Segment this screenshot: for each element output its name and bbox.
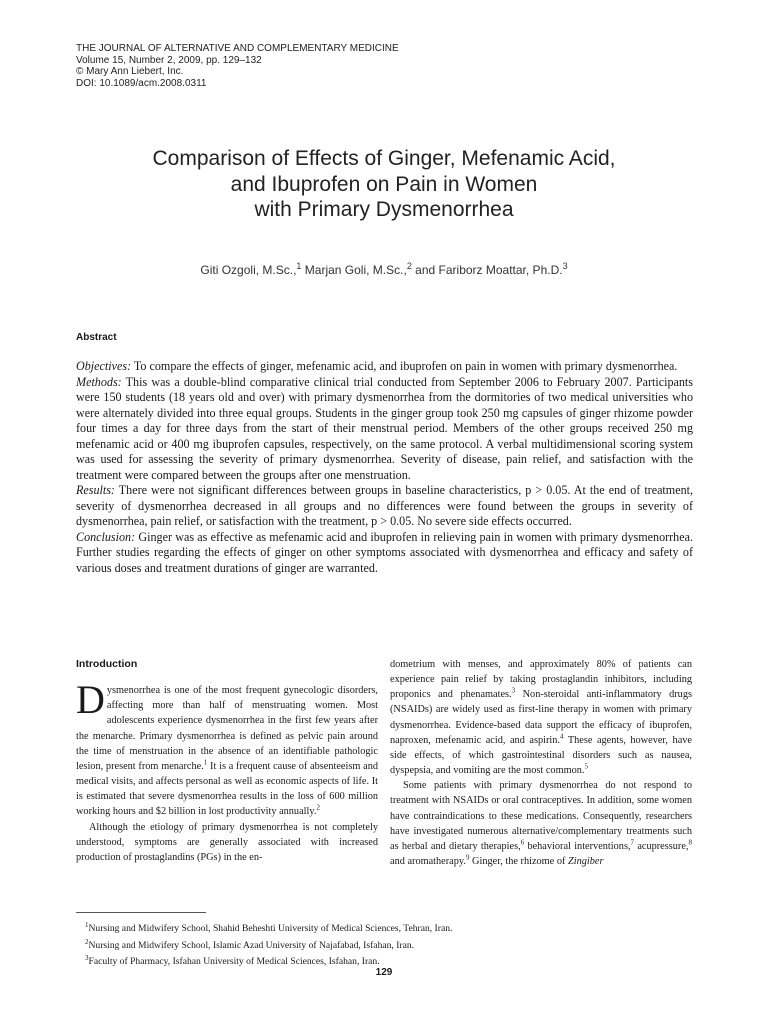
- reference-mark: 2: [316, 803, 320, 812]
- intro-text: acupressure,: [634, 840, 689, 852]
- footnote-mark: 2: [85, 937, 89, 946]
- title-line: Comparison of Effects of Ginger, Mefenamic Acid,: [152, 147, 616, 170]
- reference-mark: 5: [584, 762, 588, 771]
- objectives-text: To compare the effects of ginger, mefenamic acid, and ibuprofen on pain in women with primary dysmenorrhea.: [133, 359, 678, 373]
- abstract-body: [76, 359, 693, 576]
- author-name: and Fariborz Moattar, Ph.D.: [415, 263, 563, 277]
- author-list: [60, 261, 708, 277]
- journal-name: THE JOURNAL OF ALTERNATIVE AND COMPLEMENTARY MEDICINE: [76, 43, 399, 54]
- footnote-text: Nursing and Midwifery School, Islamic Azad University of Najafabad, Isfahan, Iran.: [88, 939, 415, 951]
- intro-paragraph-2-start: Although the etiology of primary dysmenorrhea is not completely understood, symptoms are generally associated with increased production of prostaglandins (PGs) in the en-: [76, 821, 378, 863]
- intro-text: Ginger, the rhizome of: [469, 856, 568, 868]
- body-column-right: [390, 657, 692, 869]
- methods-label: Methods:: [76, 374, 122, 389]
- reference-mark: 6: [520, 838, 525, 847]
- intro-text: These agents, however, have side effects, of which gastrointestinal disorders such as nausea, dyspepsia, and vomiting are the most common.: [390, 734, 692, 777]
- intro-text: Some patients with primary dysmenorrhea do not respond to treatment with NSAIDs or oral contraceptives. In addition, some women have contraindications to these medications. Consequently, researchers have investigated numerous alternative/complementary treatments such as herbal and dietary therapies,: [390, 780, 692, 852]
- drop-cap: D: [76, 677, 105, 723]
- footnote-mark: 3: [85, 954, 89, 963]
- results-label: Results:: [76, 483, 115, 497]
- page-number: 129: [375, 967, 393, 978]
- title-line: and Ibuprofen on Pain in Women: [230, 172, 538, 196]
- conclusion-text: Ginger was as effective as mefenamic acid and ibuprofen in relieving pain in women with primary dysmenorrhea. Further studies regarding the effects of ginger on other symptoms associated with dysmenorrhea and efficacy and safety of various doses and treatment durations of ginger are warranted.: [76, 529, 693, 575]
- intro-text: ysmenorrhea is one of the most frequent gynecologic disorders, affecting more than half of menstruating women. Most adolescents experience dysmenorrhea in the first few years after the menarche. Primary dysmenorrhea is defined as pelvic pain around the time of menstruation in the absence of an identifiable pathologic lesion, present from menarche.: [76, 685, 378, 772]
- body-column-left: [76, 657, 378, 865]
- title-line: with Primary Dysmenorrhea: [254, 198, 514, 221]
- objectives-label: Objectives:: [76, 359, 132, 373]
- journal-volume: Volume 15, Number 2, 2009, pp. 129–132: [76, 54, 262, 66]
- intro-paragraph-1: [76, 677, 378, 819]
- results-text: There were not significant differences between groups in baseline characteristics, p > 0.05. At the end of treatment, severity of dysmenorrhea decreased in all groups and no differences were found between the groups in severity of dysmenorrhea, pain relief, or satisfaction with the treatment, p > 0.05. No severe side effects occurred.: [76, 483, 694, 528]
- affiliation-mark: 2: [406, 261, 412, 271]
- introduction-heading: Introduction: [76, 658, 138, 670]
- journal-copyright: © Mary Ann Liebert, Inc.: [76, 66, 184, 77]
- footnote: [85, 936, 452, 953]
- affiliation-mark: 1: [296, 261, 302, 271]
- intro-text: It is a frequent cause of absenteeism and medical visits, and affects personal as well as economic aspects of life. It is estimated that severe dysmenorrhea results in the loss of 600 million working hours and $2 billion in lost productivity annually.: [76, 760, 378, 818]
- abstract-results: [76, 483, 693, 530]
- intro-text: and aromatherapy.: [390, 856, 466, 868]
- abstract-heading: Abstract: [76, 332, 117, 343]
- footnote-text: Nursing and Midwifery School, Shahid Beheshti University of Medical Sciences, Tehran, Iran.: [88, 923, 453, 935]
- reference-mark: 1: [203, 758, 208, 767]
- intro-text: behavioral interventions,: [524, 840, 631, 852]
- abstract-conclusion: [76, 530, 693, 577]
- intro-paragraph-3: [390, 778, 692, 869]
- reference-mark: 9: [465, 853, 470, 862]
- footnote-mark: 1: [85, 921, 89, 929]
- reference-mark: 8: [688, 838, 692, 847]
- footnote: [85, 919, 452, 936]
- abstract-methods: [76, 375, 693, 484]
- reference-mark: 4: [559, 732, 564, 741]
- reference-mark: 3: [511, 686, 516, 695]
- article-title: [60, 146, 708, 223]
- methods-text: This was a double-blind comparative clinical trial conducted from September 2006 to February 2007. Participants were 150 students (18 years old and over) with primary dysmenorrhea from the dormitories of two medical universities who were alternately divided into three equal groups. Students in the ginger group took 250 mg capsules of ginger rhizome powder four times a day for three days from the start of their menstrual period. Members of the other groups received 250 mg mefenamic acid or 400 mg ibuprofen capsules, respectively, on the same protocol. A verbal multidimensional scoring system was used for assessing the severity of primary dysmenorrhea. Severity of disease, pain relief, and satisfaction with the treatment were compared between the groups after one menstruation.: [76, 374, 693, 482]
- intro-paragraph-2-cont: dometrium with menses, and approximately 80% of patients can experience pain relief by taking prostaglandin inhibitors, including proponics and phenamates.$^3$ Non-steroidal anti-inflammatory drugs (NSAIDs) are widely used as first-line therapy in women with primary dysmenorrhea. Evidence-based data support the efficacy of ibuprofen, naproxen, mefenamic acid, and aspirin.$^4$ These agents, however, have side effects, of which gastrointestinal disorders such as nausea, dyspepsia, and vomiting are the most common.$^5$: [390, 659, 692, 777]
- species-name: Zingiber: [567, 856, 604, 868]
- abstract-objectives: [76, 359, 693, 375]
- intro-text: Non-steroidal anti-inflammatory drugs (NSAIDs) are widely used as first-line therapy in women with primary dysmenorrhea. Evidence-based data support the efficacy of ibuprofen, naproxen, mefenamic acid, and aspirin.: [390, 689, 692, 746]
- footnote-text: Faculty of Pharmacy, Isfahan University of Medical Sciences, Isfahan, Iran.: [88, 956, 380, 968]
- footnotes: [85, 919, 452, 969]
- author-name: Marjan Goli, M.Sc.,: [304, 263, 407, 277]
- footnote-divider: [76, 912, 206, 913]
- conclusion-label: Conclusion:: [76, 529, 136, 544]
- journal-header: [76, 43, 399, 89]
- affiliation-mark: 3: [562, 261, 568, 271]
- reference-mark: 7: [630, 838, 635, 847]
- journal-doi: DOI: 10.1089/acm.2008.0311: [76, 77, 207, 89]
- author-name: Giti Ozgoli, M.Sc.,: [200, 263, 297, 277]
